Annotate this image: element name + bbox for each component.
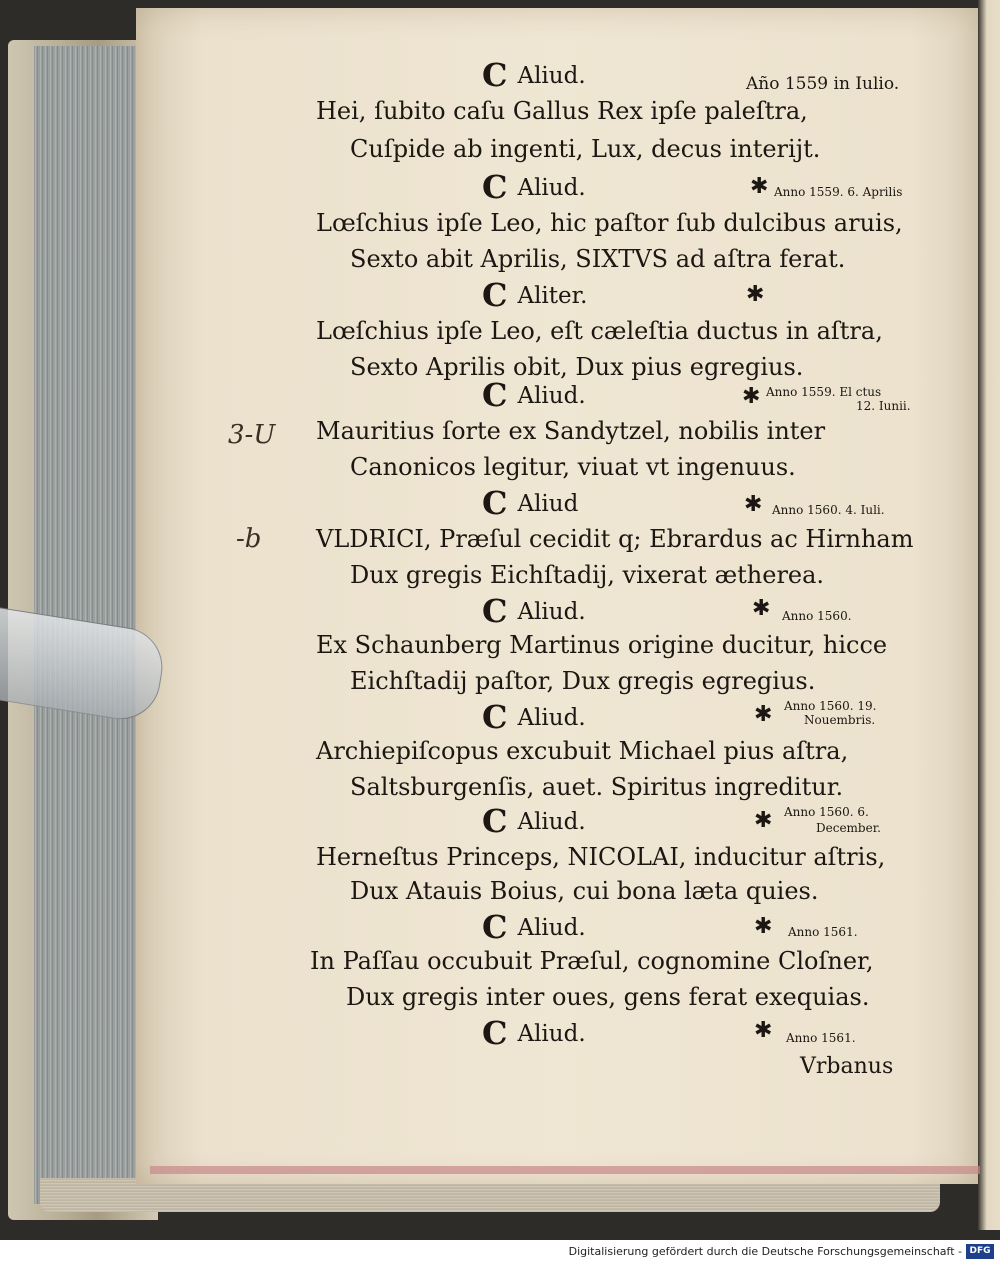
year-note-continued: 12. Iunii. xyxy=(856,399,911,413)
entry-heading xyxy=(482,484,579,522)
heading-text: Aliud. xyxy=(517,599,586,625)
asterisk-icon: ✱ xyxy=(752,596,771,621)
verse-line: Archiepiſcopus excubuit Michael pius aſtra, xyxy=(316,737,849,765)
entry-heading xyxy=(482,802,586,840)
paragraph-mark-icon: C xyxy=(482,698,508,736)
red-page-edge xyxy=(150,1166,980,1174)
heading-text: Aliud. xyxy=(517,175,586,201)
entry-heading xyxy=(482,698,586,736)
year-note: Anno 1560. 6. xyxy=(784,805,869,819)
asterisk-icon: ✱ xyxy=(750,174,769,199)
asterisk-icon: ✱ xyxy=(754,808,773,833)
verse-line: Dux gregis Eichſtadij, vixerat ætherea. xyxy=(350,561,825,589)
verse-line: Canonicos legitur, viuat vt ingenuus. xyxy=(350,453,796,481)
digitization-footer xyxy=(0,1240,1000,1264)
heading-text: Aliud. xyxy=(517,915,586,941)
year-note: Año 1559 in Iulio. xyxy=(746,74,900,94)
footer-credit: Digitalisierung gefördert durch die Deutsche Forschungsgemeinschaft - xyxy=(568,1245,962,1258)
margin-note-2: -b xyxy=(236,524,262,554)
paragraph-mark-icon: C xyxy=(482,376,508,414)
verse-line: In Paſſau occubuit Præſul, cognomine Cloſner, xyxy=(310,947,874,975)
verse-line: Hei, ſubito caſu Gallus Rex ipſe paleſtra, xyxy=(316,97,808,125)
heading-text: Aliter. xyxy=(517,283,588,309)
verse-line: Cuſpide ab ingenti, Lux, decus interijt. xyxy=(350,135,821,163)
asterisk-icon: ✱ xyxy=(754,914,773,939)
year-note: Anno 1561. xyxy=(786,1031,856,1045)
verse-line: Sexto abit Aprilis, SIXTVS ad aſtra ferat. xyxy=(350,245,846,273)
verse-line: Mauritius ſorte ex Sandytzel, nobilis inter xyxy=(316,417,826,445)
asterisk-icon: ✱ xyxy=(754,1018,773,1043)
margin-note-1: 3-U xyxy=(228,420,276,450)
heading-text: Aliud. xyxy=(517,383,586,409)
paragraph-mark-icon: C xyxy=(482,56,508,94)
asterisk-icon: ✱ xyxy=(742,384,761,409)
asterisk-icon: ✱ xyxy=(744,492,763,517)
verse-line: Herneſtus Princeps, NICOLAI, inducitur aſtris, xyxy=(316,843,886,871)
paragraph-mark-icon: C xyxy=(482,168,508,206)
dfg-logo: DFG xyxy=(966,1244,994,1259)
paragraph-mark-icon: C xyxy=(482,802,508,840)
asterisk-icon: ✱ xyxy=(754,702,773,727)
paragraph-mark-icon: C xyxy=(482,1014,508,1052)
verse-line: Lœſchius ipſe Leo, eſt cæleſtia ductus in aſtra, xyxy=(316,317,883,345)
verse-line: Lœſchius ipſe Leo, hic paſtor ſub dulcibus aruis, xyxy=(316,209,903,237)
verse-line: Saltsburgenſis, auet. Spiritus ingreditur. xyxy=(350,773,844,801)
entry-heading xyxy=(482,376,586,414)
asterisk-icon: ✱ xyxy=(746,282,765,307)
verse-line: Sexto Aprilis obit, Dux pius egregius. xyxy=(350,353,804,381)
heading-text: Aliud. xyxy=(517,1021,586,1047)
entry-heading xyxy=(482,276,588,314)
year-note: Anno 1559. 6. Aprilis xyxy=(774,185,903,199)
year-note: Anno 1560. 19. xyxy=(784,699,877,713)
entry-heading xyxy=(482,908,586,946)
entry-heading xyxy=(482,56,586,94)
verse-line: Dux gregis inter oues, gens ferat exequias. xyxy=(346,983,870,1011)
verse-line: VLDRICI, Præſul cecidit q; Ebrardus ac Hirnham xyxy=(316,525,914,553)
verse-line: Eichſtadij paſtor, Dux gregis egregius. xyxy=(350,667,816,695)
entry-heading xyxy=(482,168,586,206)
heading-text: Aliud. xyxy=(517,63,586,89)
year-note: Anno 1560. 4. Iuli. xyxy=(772,503,885,517)
paragraph-mark-icon: C xyxy=(482,592,508,630)
year-note: Anno 1561. xyxy=(788,925,858,939)
heading-text: Aliud xyxy=(517,491,579,517)
entry-heading xyxy=(482,1014,586,1052)
year-note-continued: December. xyxy=(816,821,881,835)
catchword: Vrbanus xyxy=(800,1054,894,1079)
heading-text: Aliud. xyxy=(517,809,586,835)
verse-line: Dux Atauis Boius, cui bona læta quies. xyxy=(350,877,819,905)
heading-text: Aliud. xyxy=(517,705,586,731)
year-note: Anno 1560. xyxy=(782,609,852,623)
year-note-continued: Nouembris. xyxy=(804,713,876,727)
facing-page-sliver xyxy=(978,0,1000,1230)
verse-line: Ex Schaunberg Martinus origine ducitur, hicce xyxy=(316,631,888,659)
year-note: Anno 1559. El ctus xyxy=(766,385,882,399)
paragraph-mark-icon: C xyxy=(482,276,508,314)
entry-heading xyxy=(482,592,586,630)
paragraph-mark-icon: C xyxy=(482,908,508,946)
paragraph-mark-icon: C xyxy=(482,484,508,522)
